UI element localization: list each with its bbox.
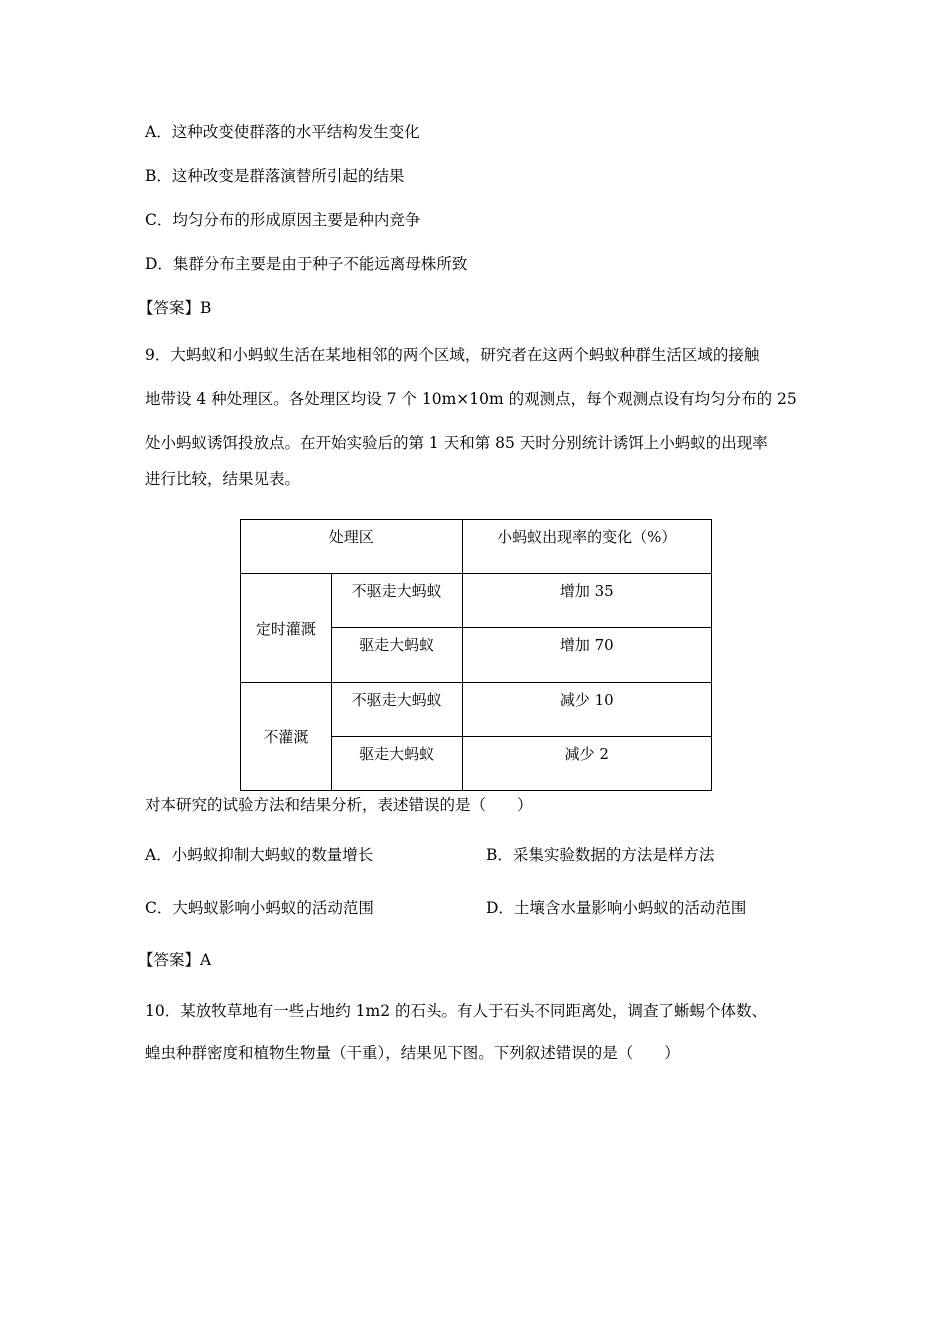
q9-stem-line: 9．大蚂蚁和小蚂蚁生活在某地相邻的两个区域，研究者在这两个蚂蚁种群生活区域的接触	[145, 346, 760, 364]
q9-stem-line: 处小蚂蚁诱饵投放点。在开始实验后的第 1 天和第 85 天时分别统计诱饵上小蚂蚁的出现率	[145, 434, 768, 452]
sub-treatment: 驱走大蚂蚁	[331, 628, 462, 683]
change-value: 增加 35	[462, 574, 712, 628]
q9-stem-line: 地带设 4 种处理区。各处理区均设 7 个 10m×10m 的观测点，每个观测点设有均匀分布的 25	[145, 390, 797, 408]
q9-option-c: C．大蚂蚁影响小蚂蚁的活动范围	[145, 899, 374, 917]
table-row	[241, 574, 712, 628]
q9-question: 对本研究的试验方法和结果分析，表述错误的是（ ）	[145, 796, 533, 814]
q9-answer: 【答案】A	[138, 951, 212, 969]
q9-option-d: D．土壤含水量影响小蚂蚁的活动范围	[486, 899, 747, 917]
q8-option-c: C．均匀分布的形成原因主要是种内竞争	[145, 211, 421, 229]
q8-answer: 【答案】B	[138, 299, 212, 317]
change-value: 减少 10	[462, 683, 712, 737]
header-change: 小蚂蚁出现率的变化（%）	[462, 520, 712, 574]
q9-option-b: B．采集实验数据的方法是样方法	[486, 846, 715, 864]
table-header-row	[241, 520, 712, 574]
change-value: 增加 70	[462, 628, 712, 683]
sub-treatment: 驱走大蚂蚁	[331, 737, 462, 791]
q8-option-d: D．集群分布主要是由于种子不能远离母株所致	[145, 255, 468, 273]
q9-results-table	[240, 519, 712, 791]
q8-option-a: A．这种改变使群落的水平结构发生变化	[145, 123, 420, 141]
sub-treatment: 不驱走大蚂蚁	[331, 574, 462, 628]
q9-stem-line: 进行比较，结果见表。	[145, 470, 301, 488]
sub-treatment: 不驱走大蚂蚁	[331, 683, 462, 737]
change-value: 减少 2	[462, 737, 712, 791]
group-name: 不灌溉	[241, 683, 332, 791]
q10-stem-line: 10．某放牧草地有一些占地约 1m2 的石头。有人于石头不同距离处，调查了蜥蜴个体数、	[145, 1002, 768, 1020]
table-row	[241, 683, 712, 737]
header-treatment: 处理区	[241, 520, 463, 574]
q10-stem-line: 蝗虫种群密度和植物生物量（干重），结果见下图。下列叙述错误的是（ ）	[145, 1044, 680, 1062]
group-name: 定时灌溉	[241, 574, 332, 683]
q8-option-b: B．这种改变是群落演替所引起的结果	[145, 167, 405, 185]
q9-option-a: A．小蚂蚁抑制大蚂蚁的数量增长	[145, 846, 374, 864]
